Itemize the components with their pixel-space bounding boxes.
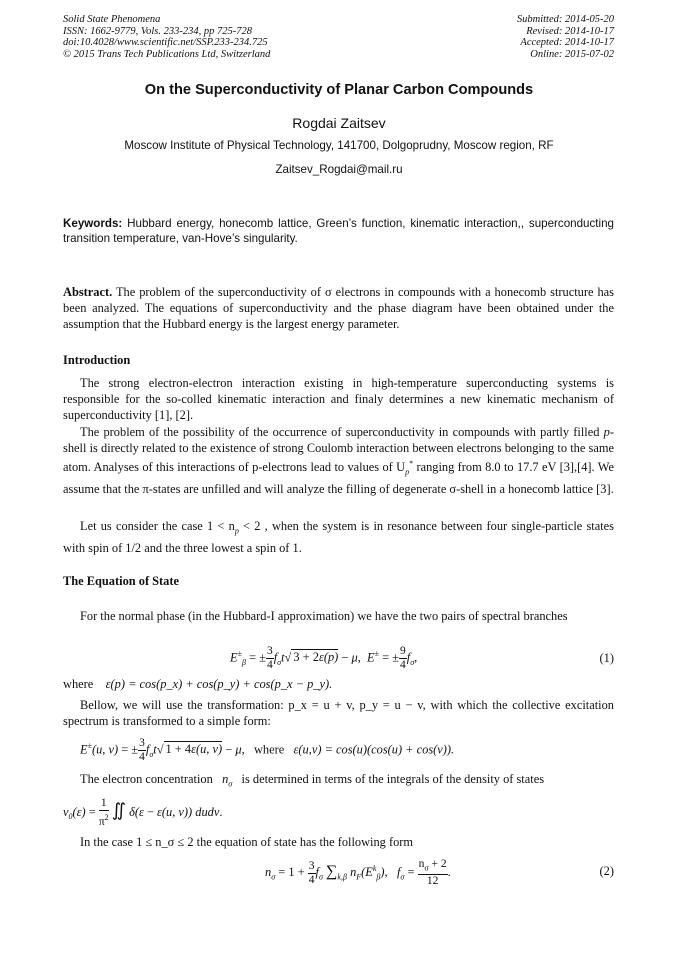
affiliation: Moscow Institute of Physical Technology, 141700, Dolgoprudny, Moscow region, RF [124, 139, 554, 152]
equation-2: $n_\sigma = 1$ + $\frac{3}{4}$ $f_\sigma$ $\sum_{k,\beta}$ $n_F(E^k_\beta)$, $f_\sigma$ = $\frac{n_\sigma + 2}{12}$ . [265, 858, 451, 888]
eos-p3-text-a: The electron concentration [80, 772, 213, 786]
equation-2-number: (2) [599, 864, 614, 878]
eos-p3-text-b: is determined in terms of the integrals of the density of states [241, 772, 545, 786]
submitted-date: Submitted: 2014-05-20 [516, 14, 614, 25]
author-name: Rogdai Zaitsev [292, 115, 386, 131]
copyright: © 2015 Trans Tech Publications Ltd, Switzerland [63, 48, 271, 60]
intro-paragraph-3: Let us consider the case $1 < n_p < 2$ , when the system is in resonance between four single-particle states with spin of 1/2 and the three lowest a spin of 1. [63, 519, 615, 555]
journal-name: Solid State Phenomena [63, 14, 161, 25]
equation-1: $E^\pm_\beta$ = ± $\frac{3}{4}$ $f_\sigma t√$ $3 + 2\varepsilon(\overline{p}) - \mu$, E± = ± $\frac{9}{4}$ $f_\sigma$, [230, 645, 418, 671]
eps-definition-line [63, 676, 614, 692]
journal-header-right [517, 14, 614, 60]
eps-definition: ε(p) = cos(p_x) + cos(p_y) + cos(p_x − p_y). [105, 677, 333, 691]
equation-density-of-states: $\nu_0(\varepsilon)$ = $\frac{1}{\pi^2}$ ∬ δ(ε − ε(u, v)) dudv. [63, 797, 223, 828]
abstract-text: The problem of the superconductivity of σ electrons in compounds with a honecomb structure has been analyzed. The equations of superconductivity and the phase diagram have been obtained under the assumption that the Hubbard energy is the largest energy parameter. [63, 285, 614, 332]
abstract [63, 284, 614, 333]
intro-p3-text-b: < 2 , when the system is in resonance between four single-particle states with spin of 1/2 and the three lowest a spin of 1. [63, 519, 615, 555]
equation-1-number: (1) [599, 651, 614, 665]
keywords-text: Hubbard energy, honecomb lattice, Green’s function, kinematic interaction,, superconducting transition temperature, van-Hove’s singularity. [63, 217, 614, 245]
where-label-2: where [253, 742, 285, 757]
intro-paragraph-1: The strong electron-electron interaction existing in high-temperature superconducting systems is responsible for the so-colled kinematic interaction and finaly determines a new kinematic mechanism of superconductivity [1], [2]. [63, 376, 614, 423]
keywords-label: Keywords: [63, 217, 123, 230]
keywords [63, 217, 614, 246]
journal-header-left [63, 14, 270, 60]
equation-spectrum-uv: E±(u, v) = ± $\frac{3}{4}$ $f_\sigma t√$ 1 + 4ε(u, v) − μ, where ε(u,v) = cos(u)(cos(u) + cos(v)). [80, 737, 455, 763]
intro-p3-text-a: Let us consider the case 1 < n [80, 519, 235, 533]
eos-paragraph-1: For the normal phase (in the Hubbard-I approximation) we have the two pairs of spectral branches [80, 609, 568, 623]
paper-title: On the Superconductivity of Planar Carbon Compounds [144, 82, 534, 98]
abstract-label: Abstract. [63, 285, 113, 299]
eos-paragraph-3: The electron concentration $n_\sigma$ is determined in terms of the integrals of the density of states [80, 772, 545, 789]
intro-p2-text-c: ranging from 8.0 to 17.7 eV [3],[4]. We assume that the π-states are unfilled and will analyze the filling of degenerate σ-shell in a honecomb lattice [3]. [63, 460, 614, 497]
author-email[interactable]: Zaitsev_Rogdai@mail.ru [275, 163, 403, 176]
eps-uv-definition: ε(u,v) = cos(u)(cos(u) + cos(v)). [293, 742, 455, 757]
intro-p2-text-a: The problem of the possibility of the occurrence of superconductivity in compounds with partly filled [80, 425, 604, 439]
section-heading-equation-of-state: The Equation of State [63, 574, 180, 588]
online-date: Online: 2015-07-02 [530, 48, 614, 60]
accepted-date: Accepted: 2014-10-17 [520, 37, 614, 49]
eos-paragraph-2: Bellow, we will use the transformation: p_x = u + v, p_y = u − v, with which the collective excitation spectrum is transformed to a simple form: [63, 698, 614, 729]
issn: ISSN: 1662-9779, Vols. 233-234, pp 725-728 [63, 25, 252, 37]
eos-paragraph-4: In the case 1 ≤ n_σ ≤ 2 the equation of state has the following form [80, 835, 414, 849]
where-label-1: where [63, 677, 94, 691]
revised-date: Revised: 2014-10-17 [526, 25, 614, 37]
doi: doi:10.4028/www.scientific.net/SSP.233-234.725 [63, 37, 268, 49]
intro-p2-p: p [603, 425, 610, 439]
section-heading-introduction: Introduction [63, 353, 131, 367]
intro-p2-text-b: -shell is directly related to the existence of strong Coulomb interaction between electrons belonging to the same atom. Analyses of this interactions of p-electrons lead to values of U [63, 425, 614, 475]
intro-paragraph-2: The problem of the possibility of the occurrence of superconductivity in compounds with partly filled p-shell is directly related to the existence of strong Coulomb interaction between electrons belonging to the same atom. Analyses of this interactions of p-electrons lead to values of $U_p^*$ ranging from 8.0 to 17.7 eV [3],[4]. We assume that the π-states are unfilled and will analyze the filling of degenerate σ-shell in a honecomb lattice [3]. [63, 425, 614, 497]
